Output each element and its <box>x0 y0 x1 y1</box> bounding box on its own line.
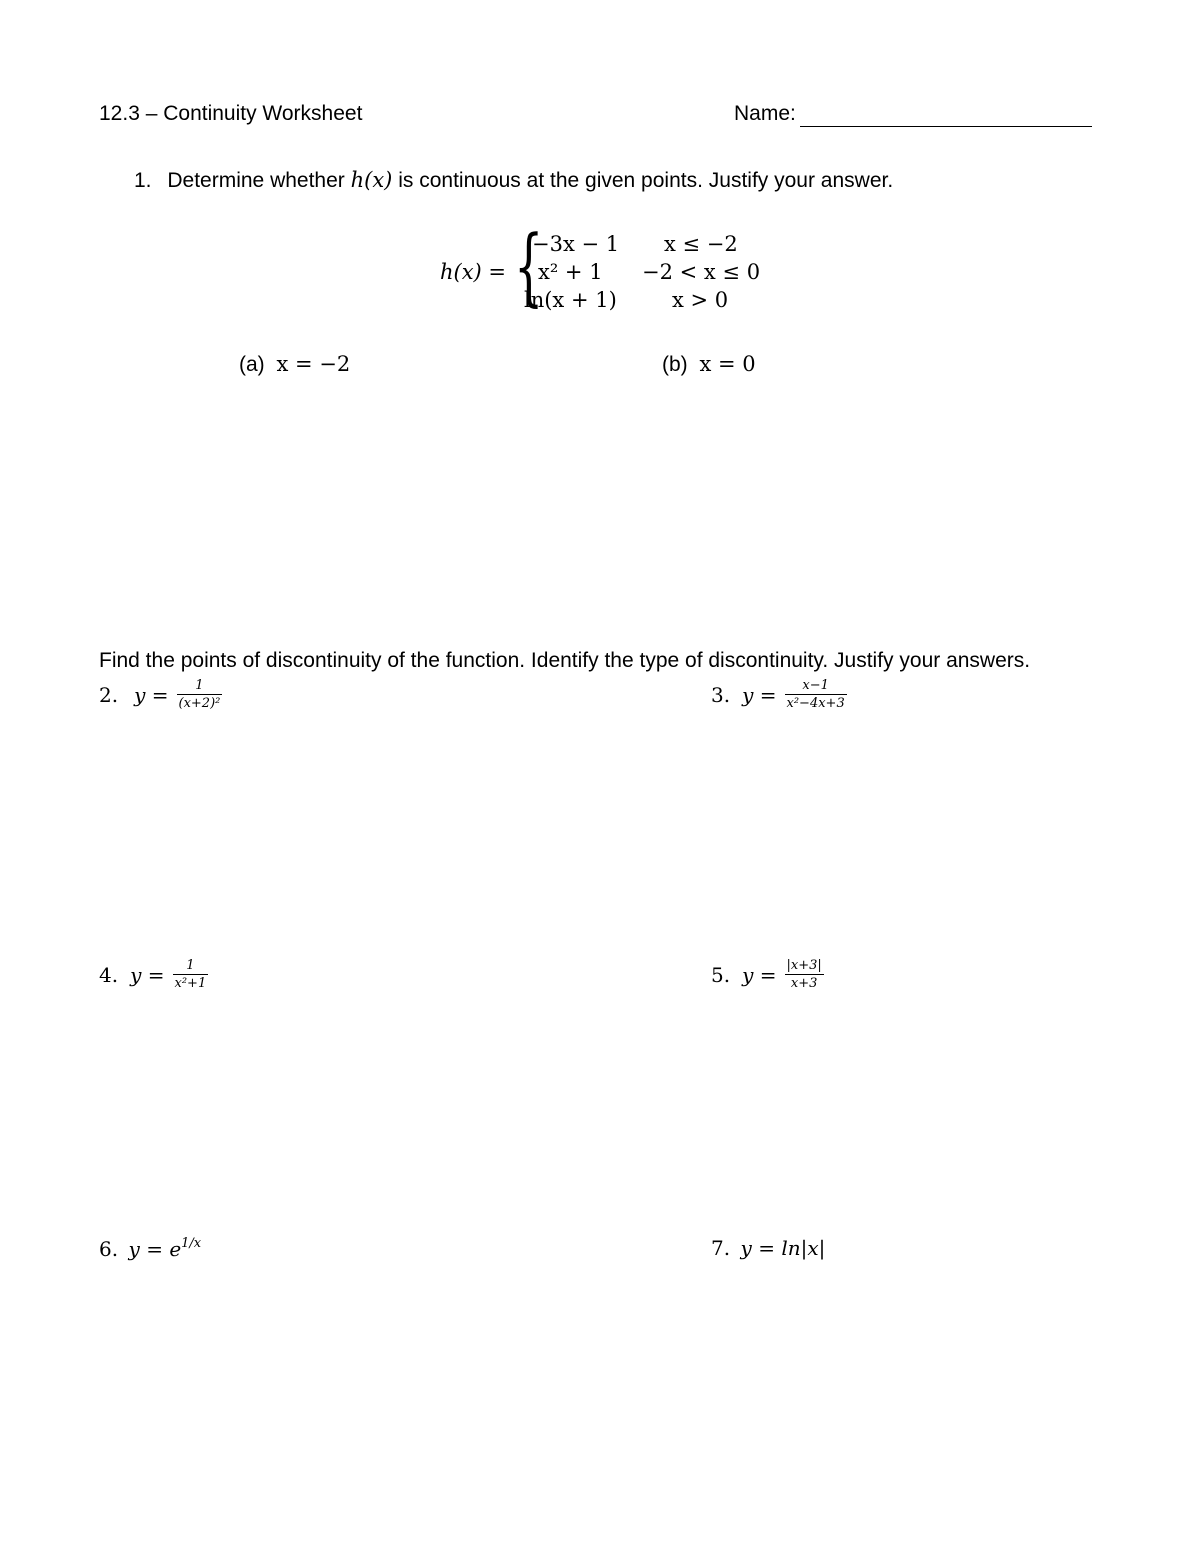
problem-4 <box>99 958 208 991</box>
part-a-label: (a) <box>239 353 265 376</box>
piece-1-expr: −3x − 1 <box>532 232 620 256</box>
problem-4-denominator: x²+1 <box>174 976 207 991</box>
problem-3-denominator: x²−4x+3 <box>786 696 845 711</box>
problem-3-number: 3. <box>711 682 731 707</box>
worksheet-title: 12.3 – Continuity Worksheet <box>99 102 363 125</box>
problem-5-number: 5. <box>711 962 731 987</box>
problem-3 <box>711 678 847 711</box>
problem-3-numerator: x−1 <box>802 678 829 693</box>
problem-2-numerator: 1 <box>195 678 204 693</box>
piece-1-cond: x ≤ −2 <box>664 232 738 256</box>
name-label: Name: <box>734 102 796 125</box>
problem-2-lhs: y = <box>134 682 169 707</box>
part-b-expr: x = 0 <box>699 352 756 376</box>
name-field[interactable] <box>734 101 1092 127</box>
piece-3-cond: x > 0 <box>672 288 729 312</box>
problem-5-numerator: |x+3| <box>786 958 822 973</box>
part-a <box>239 351 350 378</box>
question-1-text-before: Determine whether <box>167 169 345 192</box>
question-1-prompt <box>134 167 893 194</box>
name-blank-line[interactable] <box>800 104 1092 127</box>
problem-4-number: 4. <box>99 962 119 987</box>
question-1-function: h(x) <box>350 168 393 192</box>
fraction-bar <box>785 694 847 695</box>
problem-3-lhs: y = <box>742 682 777 707</box>
problem-2-fraction <box>177 678 223 711</box>
fraction-bar <box>785 974 824 975</box>
question-1-text-after: is continuous at the given points. Justify your answer. <box>398 169 894 192</box>
problem-6-lhs: y = e <box>128 1237 182 1261</box>
problem-3-fraction <box>785 678 847 711</box>
problem-5-fraction <box>785 958 824 991</box>
problem-5-denominator: x+3 <box>790 976 818 991</box>
problem-7-number: 7. <box>711 1236 731 1260</box>
question-1-number: 1. <box>134 169 152 192</box>
problem-4-numerator: 1 <box>186 958 195 973</box>
problem-7 <box>711 1236 825 1260</box>
problem-2-number: 2. <box>99 682 119 707</box>
part-b-label: (b) <box>662 353 688 376</box>
piece-2-expr: x² + 1 <box>538 260 603 284</box>
piecewise-lhs: h(x) = <box>440 260 507 284</box>
section-instructions: Find the points of discontinuity of the function. Identify the type of discontinuity. Justify your answers. <box>99 649 1031 672</box>
problem-7-expr: y = ln|x| <box>740 1236 826 1260</box>
piecewise-brace: { <box>514 217 544 315</box>
part-b <box>662 351 756 378</box>
problem-4-fraction <box>173 958 209 991</box>
problem-4-lhs: y = <box>130 962 165 987</box>
problem-2-denominator: (x+2)² <box>178 696 221 711</box>
problem-6 <box>99 1236 201 1261</box>
problem-6-exponent: 1/x <box>181 1236 202 1251</box>
fraction-bar <box>173 974 209 975</box>
piece-2-cond: −2 < x ≤ 0 <box>642 260 761 284</box>
part-a-expr: x = −2 <box>276 352 351 376</box>
problem-5-lhs: y = <box>742 962 777 987</box>
piece-3-expr: ln(x + 1) <box>524 288 617 312</box>
fraction-bar <box>177 694 223 695</box>
problem-5 <box>711 958 824 991</box>
problem-2 <box>99 678 222 711</box>
problem-6-number: 6. <box>99 1237 119 1261</box>
